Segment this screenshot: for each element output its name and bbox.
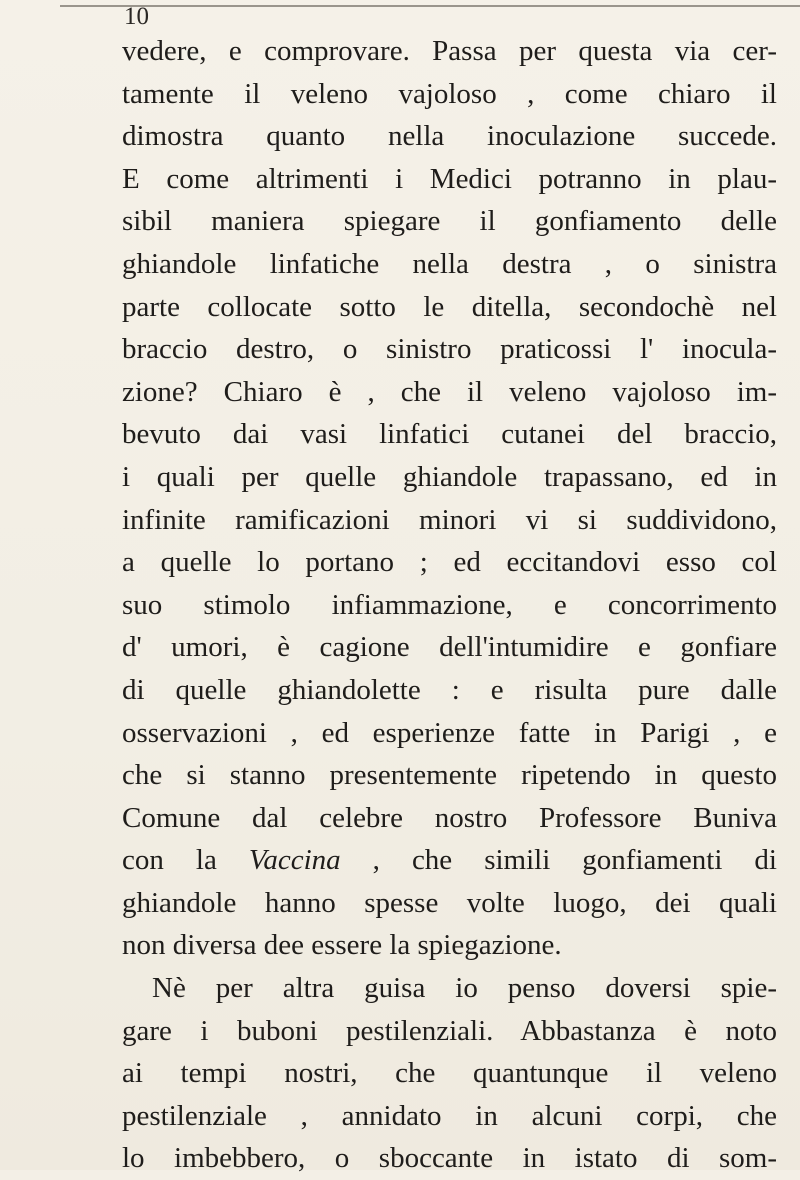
text-line: E come altrimenti i Medici potranno in plau- [122,162,777,195]
text-line: con la Vaccina , che simili gonfiamenti di [122,844,777,877]
text-line: i quali per quelle ghiandole trapassano, ed in [122,460,777,493]
text-line: zione? Chiaro è , che il veleno vajoloso im- [122,375,777,408]
text-line: pestilenziale , annidato in alcuni corpi, che [122,1099,777,1132]
text-line: Comune dal celebre nostro Professore Buniva [122,801,777,834]
text-line: dimostra quanto nella inoculazione succede. [122,120,777,153]
text-line: braccio destro, o sinistro praticossi l' inocula- [122,333,777,366]
page-number: 10 [124,3,149,30]
text-line: di quelle ghiandolette : e risulta pure dalle [122,673,777,706]
header-rule [60,5,800,7]
text-line: Nè per altra guisa io penso doversi spie- [152,972,777,1005]
text-line: suo stimolo infiammazione, e concorrimento [122,588,777,621]
body-text [122,30,777,1180]
text-line: che si stanno presentemente ripetendo in questo [122,759,777,792]
text-line: osservazioni , ed esperienze fatte in Parigi , e [122,716,777,749]
text-line: ghiandole hanno spesse volte luogo, dei quali [122,886,777,919]
text-line: vedere, e comprovare. Passa per questa via cer- [122,35,777,67]
text-line: a quelle lo portano ; ed eccitandovi esso col [122,546,777,579]
text-line: parte collocate sotto le ditella, secondochè nel [122,290,777,323]
text-line: d' umori, è cagione dell'intumidire e gonfiare [122,631,777,664]
text-line: non diversa dee essere la spiegazione. [122,929,562,962]
text-line: ghiandole linfatiche nella destra , o sinistra [122,247,777,280]
text-line: lo imbebbero, o sboccante in istato di som- [122,1142,777,1175]
text-line: infinite ramificazioni minori vi si suddividono, [122,503,777,536]
text-line: bevuto dai vasi linfatici cutanei del braccio, [122,418,777,451]
text-line: sibil maniera spiegare il gonfiamento delle [122,205,777,238]
text-line: ai tempi nostri, che quantunque il veleno [122,1057,777,1090]
text-line: tamente il veleno vajoloso , come chiaro il [122,77,777,110]
text-line: gare i buboni pestilenziali. Abbastanza è noto [122,1014,777,1047]
